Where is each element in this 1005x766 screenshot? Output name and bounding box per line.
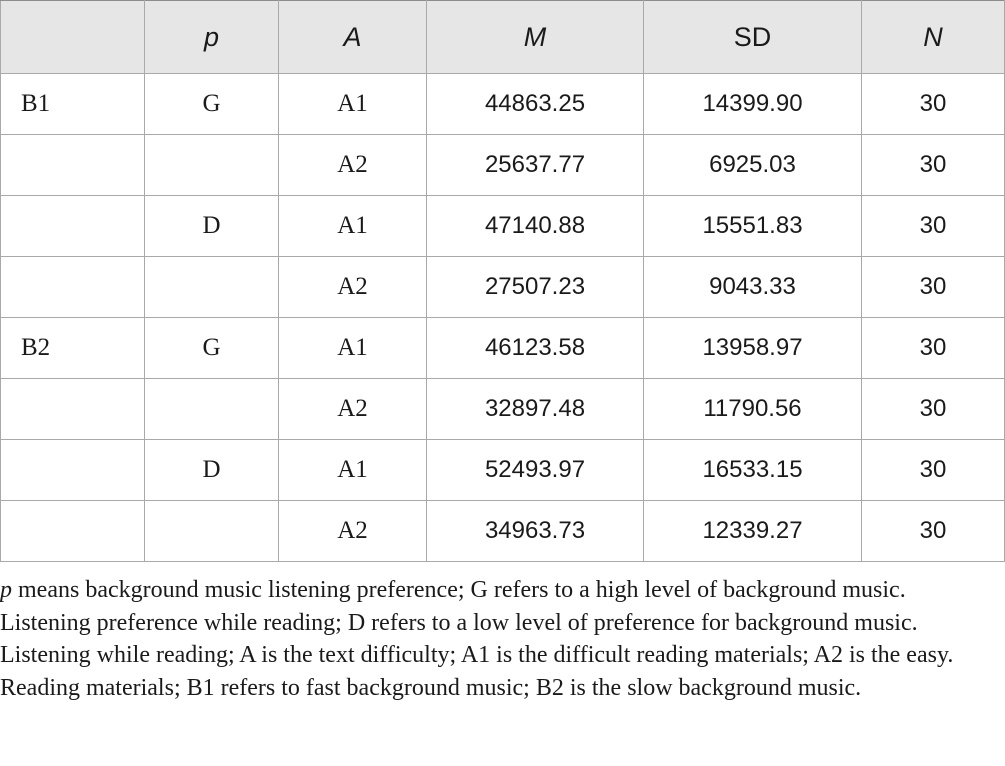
cell-n: 30 [862, 318, 1005, 379]
footnote-text: means background music listening preference; G refers to a high level of background music. Listening preference while reading; D refers to a low level of preference for background music. Listening while reading; A is the text difficulty; A1 is the difficult reading materials; A2 is the easy. Reading materials; B1 refers to fast background music; B2 is the slow background music. [0, 577, 954, 701]
table-footnote [0, 574, 1000, 704]
cell-m: 52493.97 [427, 440, 644, 501]
cell-m: 32897.48 [427, 379, 644, 440]
cell-p [145, 379, 279, 440]
cell-b: B2 [1, 318, 145, 379]
cell-b: B1 [1, 74, 145, 135]
cell-sd: 15551.83 [644, 196, 862, 257]
footnote-symbol: p [0, 577, 12, 603]
table-header [1, 1, 1005, 74]
cell-a: A2 [279, 501, 427, 562]
table-row [1, 379, 1005, 440]
cell-b [1, 440, 145, 501]
cell-m: 46123.58 [427, 318, 644, 379]
cell-n: 30 [862, 440, 1005, 501]
table-row [1, 196, 1005, 257]
cell-a: A1 [279, 196, 427, 257]
cell-n: 30 [862, 135, 1005, 196]
cell-a: A2 [279, 379, 427, 440]
header-row [1, 1, 1005, 74]
header-cell-group [1, 1, 145, 74]
cell-b [1, 196, 145, 257]
table-row [1, 440, 1005, 501]
cell-sd: 13958.97 [644, 318, 862, 379]
table-row [1, 74, 1005, 135]
cell-a: A2 [279, 257, 427, 318]
cell-p: D [145, 440, 279, 501]
table-row [1, 501, 1005, 562]
table-body [1, 74, 1005, 562]
cell-a: A1 [279, 74, 427, 135]
cell-sd: 12339.27 [644, 501, 862, 562]
cell-p: G [145, 74, 279, 135]
cell-b [1, 135, 145, 196]
cell-p: D [145, 196, 279, 257]
cell-a: A1 [279, 440, 427, 501]
header-cell-p: p [145, 1, 279, 74]
cell-m: 44863.25 [427, 74, 644, 135]
cell-sd: 9043.33 [644, 257, 862, 318]
cell-m: 47140.88 [427, 196, 644, 257]
cell-sd: 11790.56 [644, 379, 862, 440]
cell-a: A2 [279, 135, 427, 196]
cell-p: G [145, 318, 279, 379]
cell-b [1, 257, 145, 318]
cell-n: 30 [862, 501, 1005, 562]
cell-b [1, 501, 145, 562]
cell-b [1, 379, 145, 440]
cell-sd: 14399.90 [644, 74, 862, 135]
table-row [1, 318, 1005, 379]
cell-a: A1 [279, 318, 427, 379]
cell-p [145, 257, 279, 318]
cell-n: 30 [862, 379, 1005, 440]
cell-m: 34963.73 [427, 501, 644, 562]
cell-sd: 6925.03 [644, 135, 862, 196]
header-cell-a: A [279, 1, 427, 74]
cell-p [145, 135, 279, 196]
cell-sd: 16533.15 [644, 440, 862, 501]
header-cell-sd: SD [644, 1, 862, 74]
table-row [1, 257, 1005, 318]
table-row [1, 135, 1005, 196]
cell-m: 27507.23 [427, 257, 644, 318]
header-cell-m: M [427, 1, 644, 74]
cell-n: 30 [862, 257, 1005, 318]
cell-n: 30 [862, 74, 1005, 135]
header-cell-n: N [862, 1, 1005, 74]
cell-m: 25637.77 [427, 135, 644, 196]
cell-n: 30 [862, 196, 1005, 257]
cell-p [145, 501, 279, 562]
